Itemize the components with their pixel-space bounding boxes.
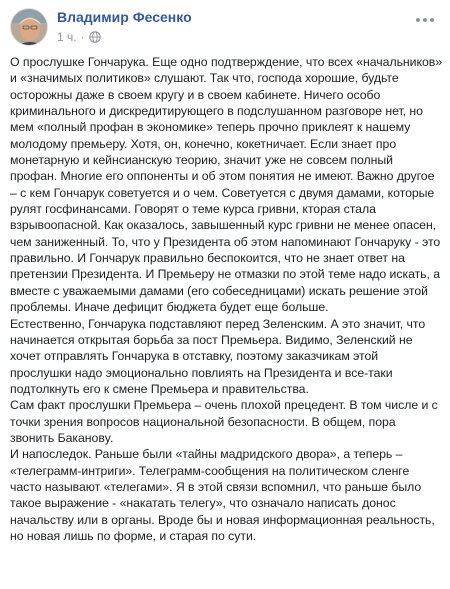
post-paragraph: Естественно, Гончарука подставляют перед Зеленским. А это значит, что начинается открытая борьба за пост Премьера. Видимо, Зеленский не хочет отправлять Гончарука в отставку, поэтому заказчикам этой прослушки надо эмоционально повлиять на Президента и все-таки подтолкнуть его к смене Премьера и правительства. (10, 316, 426, 396)
more-dots-icon[interactable] (414, 12, 436, 28)
post-body (10, 54, 442, 544)
post-timestamp[interactable]: 1 ч. (57, 30, 77, 44)
meta-separator: · (80, 30, 85, 44)
post-paragraph: Сам факт прослушки Премьера – очень плохой прецедент. В том числе и с точки зрения вопросов национальной безопасности. В общем, пора звонить Бакановy. (10, 398, 438, 445)
globe-icon[interactable] (89, 31, 101, 43)
author-avatar[interactable] (10, 8, 48, 46)
post-header (10, 8, 440, 48)
post-paragraph: О прослушке Гончарука. Еще одно подтверждение, что всех «начальников» и «значимых политиков» слушают. Так что, господа хорошие, будьте осторожны даже в своем кругу и в своем кабинете. Ничего особо криминального и дискредитирующего в подслушанном разговоре нет, но мем «полный профан в экономике» теперь прочно приклеят к нашему молодому премьеру. Хотя, он, конечно, кокетничает. Если знает про монетарную и кейнсианскую теорию, значит уже не совсем полный профан. Многие его оппоненты и об этом понятия не имеют. Важно другое – с кем Гончарук советуется и о чем. Советуется с двумя дамами, которые рулят госфинансами. Говорят о теме курса гривни, кторая стала взрывоопасной. Как оказалось, завышенный курс гривни не менее опасен, чем заниженный. То, что у Президента об этом напоминают Гончаруку - это правильно. И Гончарук правильно беспокоится, что не знает ответ на претензии Президента. И Премьеру не отмазки по этой теме надо искать, а вместе с уважаемыми дамами (его собеседницами) искать решение этой проблемы. Иначе дефицит бюджета будет еще больше. (10, 55, 443, 315)
post-meta (57, 30, 101, 44)
author-name-link[interactable]: Владимир Фесенко (57, 9, 192, 25)
post-paragraph: И напоследок. Раньше были «тайны мадридского двора», а теперь – «телеграмм-интриги». Телеграмм-сообщения на политическом сленге часто называют «телегами». Я в этой связи вспомнил, что раньше было такое выражение - «накатать телегу», что означало написать донос начальству или в органы. Вроде бы и новая информационная реальность, но новая лишь по форме, и старая по сути. (10, 447, 435, 543)
